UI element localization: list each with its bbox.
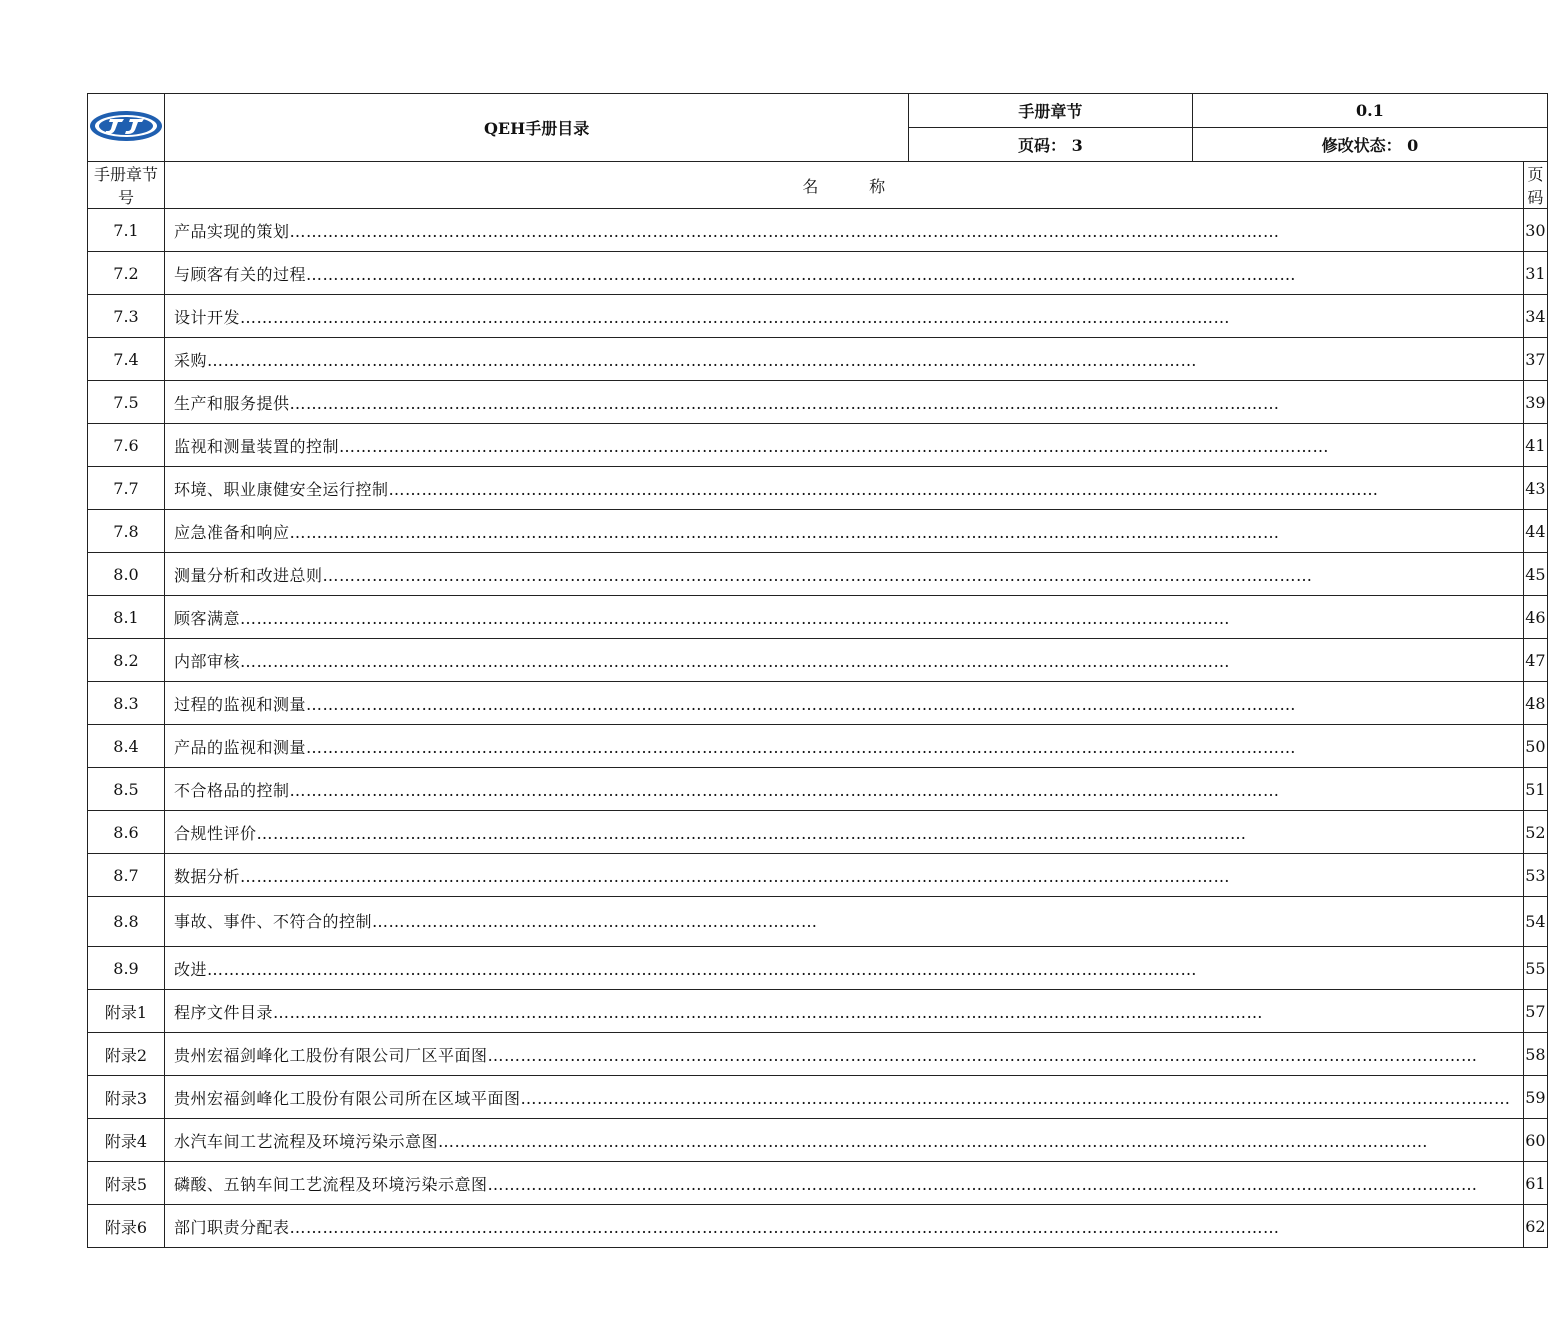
toc-entry[interactable] [165,811,1524,854]
section-number: 8.3 [88,682,165,725]
leader-dots: ……………………………………………………………………………………………………………………………………………………………… [240,608,1231,628]
leader-dots: ……………………………………………………………………………………………………………………………………………………………… [487,1174,1478,1194]
leader-dots: ……………………………………………………………………………………………………………………………………………………………… [273,1002,1264,1022]
table-row [88,467,1548,510]
toc-entry[interactable] [165,209,1524,252]
table-row [88,295,1548,338]
section-title: 不合格品的控制 [174,780,290,800]
toc-entry[interactable] [165,854,1524,897]
toc-entry[interactable] [165,639,1524,682]
leader-dots: ……………………………………………………………………………………………………………………………………………………………… [289,393,1280,413]
toc-entry[interactable] [165,1119,1524,1162]
section-number: 7.4 [88,338,165,381]
page-number: 45 [1523,553,1548,596]
table-row [88,639,1548,682]
page-label: 页码： 3 [909,128,1192,162]
section-number: 8.6 [88,811,165,854]
toc-entry[interactable] [165,1162,1524,1205]
leader-dots: ……………………………………………………………………………………………………………………………………………………………… [240,307,1231,327]
section-number: 7.8 [88,510,165,553]
page-number: 50 [1523,725,1548,768]
table-row [88,252,1548,295]
section-number: 8.8 [88,897,165,947]
leader-dots: ……………………………………………………………………………………………………………………………………………………………… [306,264,1297,284]
leader-dots: ……………………………………………………………………………………………………………………………………………………………… [289,221,1280,241]
section-number: 7.5 [88,381,165,424]
section-title: 顾客满意 [174,608,241,628]
section-number: 附录1 [88,990,165,1033]
page-number: 37 [1523,338,1548,381]
leader-dots: ……………………………………………………………………………………………………………………………………………………………… [207,959,1198,979]
section-title: 测量分析和改进总则 [174,565,323,585]
section-title: 采购 [174,350,208,370]
page-number: 30 [1523,209,1548,252]
toc-entry[interactable] [165,768,1524,811]
toc-entry[interactable] [165,897,1524,947]
leader-dots: ……………………………………………………………………………………………………………………………………………………………… [256,823,1247,843]
toc-entry[interactable] [165,295,1524,338]
section-number: 7.7 [88,467,165,510]
page-number: 43 [1523,467,1548,510]
table-row [88,510,1548,553]
page-number: 47 [1523,639,1548,682]
section-value: 0.1 [1192,94,1548,128]
leader-dots: ……………………………………………………………………………………………………………………………………………………………… [322,565,1313,585]
table-row [88,1162,1548,1205]
section-title: 环境、职业康健安全运行控制 [174,479,389,499]
header-row [88,94,1548,128]
toc-entry[interactable] [165,467,1524,510]
table-row [88,854,1548,897]
table-row [88,381,1548,424]
leader-dots: ……………………………………………………………………………………………………………………………………………………………… [289,522,1280,542]
section-title: 生产和服务提供 [174,393,290,413]
section-title: 部门职责分配表 [174,1217,290,1237]
toc-entry[interactable] [165,596,1524,639]
section-number: 8.9 [88,947,165,990]
section-number: 8.2 [88,639,165,682]
table-row [88,1205,1548,1248]
toc-entry[interactable] [165,1076,1524,1119]
leader-dots: ……………………………………………………………………………………………………………………………………………………………… [240,651,1231,671]
leader-dots: ……………………………………………………………………………………………………………………………………………………………… [306,737,1297,757]
table-row [88,1119,1548,1162]
section-number: 7.1 [88,209,165,252]
page-number: 58 [1523,1033,1548,1076]
toc-table [87,93,1548,1248]
leader-dots: ……………………………………………………………………………………………………………………………………………………………… [289,780,1280,800]
page-number: 60 [1523,1119,1548,1162]
section-number: 7.6 [88,424,165,467]
section-title: 设计开发 [174,307,241,327]
leader-dots: ……………………………………………………………………… [372,911,818,931]
manual-title: QEH手册目录 [165,94,909,162]
section-title: 合规性评价 [174,823,257,843]
page-number: 62 [1523,1205,1548,1248]
leader-dots: ……………………………………………………………………………………………………………………………………………………………… [388,479,1379,499]
section-title: 数据分析 [174,866,241,886]
section-title: 改进 [174,959,208,979]
page-number: 52 [1523,811,1548,854]
leader-dots: ……………………………………………………………………………………………………………………………………………………………… [339,436,1330,456]
leader-dots: ……………………………………………………………………………………………………………………………………………………………… [520,1088,1511,1108]
toc-entry[interactable] [165,381,1524,424]
toc-entry[interactable] [165,252,1524,295]
section-title: 贵州宏福剑峰化工股份有限公司厂区平面图 [174,1045,488,1065]
toc-entry[interactable] [165,725,1524,768]
toc-entry[interactable] [165,682,1524,725]
logo-cell [88,94,165,162]
table-row [88,209,1548,252]
table-row [88,1076,1548,1119]
section-title: 产品的监视和测量 [174,737,307,757]
revision-label: 修改状态： 0 [1192,128,1548,162]
col-name-header: 名 称 [165,162,1524,209]
table-row [88,897,1548,947]
section-title: 过程的监视和测量 [174,694,307,714]
leader-dots: ……………………………………………………………………………………………………………………………………………………………… [207,350,1198,370]
leader-dots: ……………………………………………………………………………………………………………………………………………………………… [487,1045,1478,1065]
page-number: 41 [1523,424,1548,467]
page-number: 46 [1523,596,1548,639]
table-row [88,596,1548,639]
table-row [88,990,1548,1033]
section-title: 与顾客有关的过程 [174,264,307,284]
section-number: 附录3 [88,1076,165,1119]
page-number: 34 [1523,295,1548,338]
page-number: 61 [1523,1162,1548,1205]
table-row [88,682,1548,725]
section-title: 水汽车间工艺流程及环境污染示意图 [174,1131,439,1151]
toc-entry[interactable] [165,947,1524,990]
company-logo-icon [88,108,164,144]
section-number: 7.3 [88,295,165,338]
section-number: 附录5 [88,1162,165,1205]
page-number: 53 [1523,854,1548,897]
section-title: 应急准备和响应 [174,522,290,542]
section-title: 磷酸、五钠车间工艺流程及环境污染示意图 [174,1174,488,1194]
page-number: 39 [1523,381,1548,424]
leader-dots: ……………………………………………………………………………………………………………………………………………………………… [438,1131,1429,1151]
section-title: 产品实现的策划 [174,221,290,241]
table-row [88,553,1548,596]
section-label: 手册章节 [909,94,1192,128]
col-number-header: 手册章节号 [88,162,165,209]
leader-dots: ……………………………………………………………………………………………………………………………………………………………… [240,866,1231,886]
column-header-row [88,162,1548,209]
page-number: 51 [1523,768,1548,811]
table-row [88,947,1548,990]
section-title: 贵州宏福剑峰化工股份有限公司所在区域平面图 [174,1088,521,1108]
col-page-header: 页码 [1523,162,1548,209]
table-row [88,811,1548,854]
page-number: 59 [1523,1076,1548,1119]
page-number: 44 [1523,510,1548,553]
section-number: 8.7 [88,854,165,897]
section-title: 程序文件目录 [174,1002,274,1022]
section-number: 8.5 [88,768,165,811]
table-row [88,424,1548,467]
table-row [88,338,1548,381]
toc-entry[interactable] [165,338,1524,381]
toc-entry[interactable] [165,990,1524,1033]
section-number: 7.2 [88,252,165,295]
page-number: 31 [1523,252,1548,295]
toc-entry[interactable] [165,553,1524,596]
table-row [88,1033,1548,1076]
section-number: 附录6 [88,1205,165,1248]
table-row [88,768,1548,811]
section-title: 监视和测量装置的控制 [174,436,340,456]
section-number: 8.1 [88,596,165,639]
page-number: 55 [1523,947,1548,990]
section-title: 事故、事件、不符合的控制 [174,911,373,931]
page-number: 54 [1523,897,1548,947]
section-number: 附录4 [88,1119,165,1162]
page-number: 57 [1523,990,1548,1033]
section-title: 内部审核 [174,651,241,671]
leader-dots: ……………………………………………………………………………………………………………………………………………………………… [306,694,1297,714]
page-number: 48 [1523,682,1548,725]
toc-entry[interactable] [165,424,1524,467]
toc-entry[interactable] [165,510,1524,553]
table-row [88,725,1548,768]
section-number: 8.0 [88,553,165,596]
leader-dots: ……………………………………………………………………………………………………………………………………………………………… [289,1217,1280,1237]
toc-entry[interactable] [165,1205,1524,1248]
toc-entry[interactable] [165,1033,1524,1076]
section-number: 附录2 [88,1033,165,1076]
section-number: 8.4 [88,725,165,768]
